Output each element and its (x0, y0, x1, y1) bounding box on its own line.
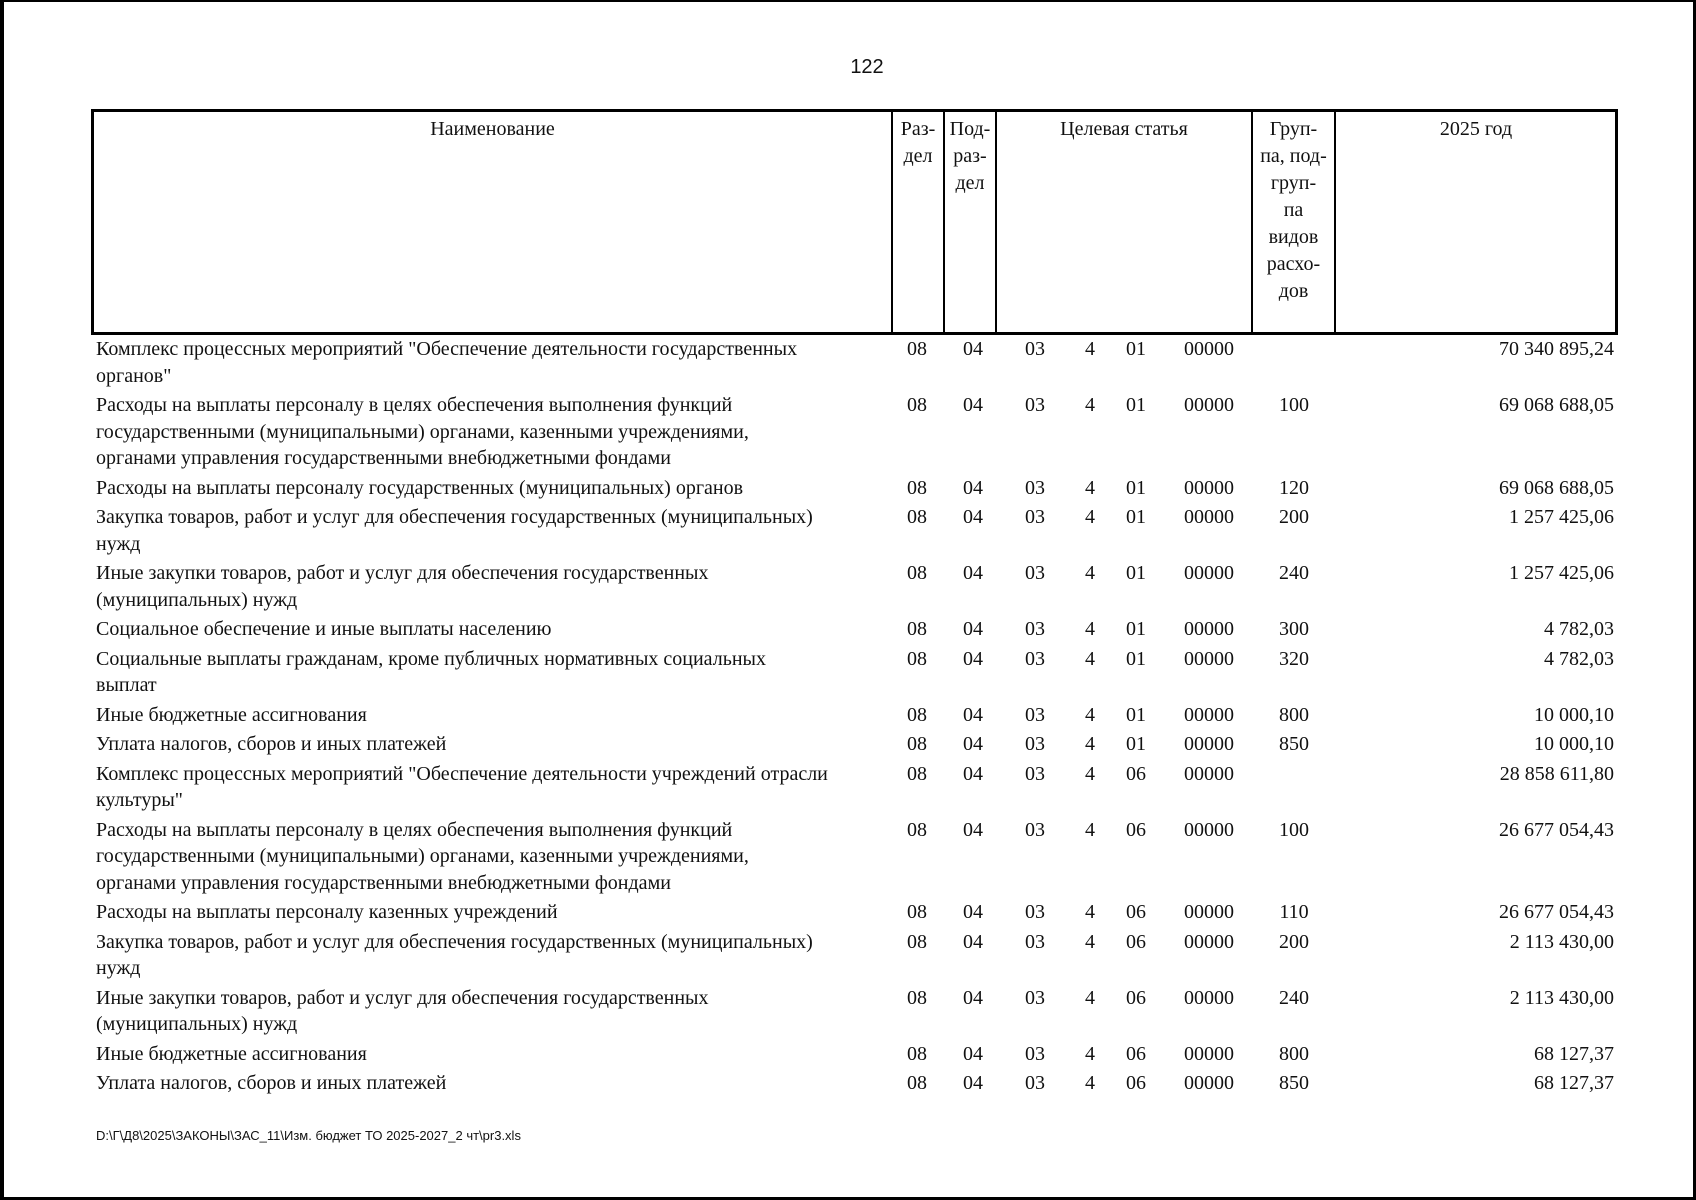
target-program-cell: 03 (1025, 1072, 1045, 1094)
expense-name-line: Иные закупки товаров, работ и услуг для обеспечения государственных (96, 986, 709, 1009)
table-header (91, 109, 1618, 335)
podrazdel-cell: 04 (963, 476, 983, 499)
amount-cell: 70 340 895,24 (1499, 338, 1614, 360)
expense-name-line: Комплекс процессных мероприятий "Обеспечение деятельности учреждений отрасли (96, 762, 828, 785)
scan-border-top (0, 0, 1696, 2)
razdel-cell: 08 (907, 394, 927, 416)
podrazdel-cell: 04 (963, 930, 983, 953)
target-complex-cell: 01 (1126, 703, 1146, 726)
target-direction-cell: 00000 (1184, 394, 1234, 416)
expense-name-line: Расходы на выплаты персоналу казенных учреждений (96, 901, 558, 923)
target-direction-cell: 00000 (1184, 476, 1234, 499)
expense-type-cell: 110 (1279, 901, 1309, 923)
header-target: Целевая статья (1060, 118, 1188, 140)
target-type-cell: 4 (1085, 818, 1095, 841)
expense-type-cell: 240 (1279, 986, 1309, 1009)
target-complex-cell: 06 (1126, 818, 1146, 841)
expense-name-cell (96, 929, 896, 982)
amount-cell: 1 257 425,06 (1509, 562, 1614, 584)
razdel-cell: 08 (907, 506, 927, 528)
expense-name-cell (96, 475, 896, 502)
target-program-cell: 03 (1025, 733, 1045, 755)
expense-name-line: Социальные выплаты гражданам, кроме публичных нормативных социальных (96, 647, 766, 670)
target-complex-cell: 06 (1126, 762, 1146, 785)
amount-cell: 4 782,03 (1544, 618, 1614, 640)
expense-name-line: (муниципальных) нужд (96, 588, 298, 611)
header-razdel (893, 116, 943, 170)
podrazdel-cell: 04 (963, 986, 983, 1009)
target-program-cell: 03 (1025, 901, 1045, 923)
expense-name-cell (96, 1041, 896, 1068)
podrazdel-cell: 04 (963, 506, 983, 528)
expense-name-line: органов" (96, 364, 172, 387)
target-complex-cell: 01 (1126, 394, 1146, 416)
expense-name-cell (96, 817, 896, 897)
podrazdel-cell: 04 (963, 394, 983, 416)
razdel-cell: 08 (907, 476, 927, 499)
target-type-cell: 4 (1085, 506, 1095, 528)
amount-cell: 2 113 430,00 (1509, 986, 1614, 1009)
expense-name-cell (96, 336, 896, 389)
podrazdel-cell: 04 (963, 647, 983, 670)
target-complex-cell: 06 (1126, 1072, 1146, 1094)
podrazdel-cell: 04 (963, 762, 983, 785)
header-podrazdel-line: раз- (953, 145, 987, 167)
expense-name-line: Закупка товаров, работ и услуг для обеспечения государственных (муниципальных) (96, 930, 813, 953)
expense-type-cell: 240 (1279, 562, 1309, 584)
expense-name-line: Социальное обеспечение и иные выплаты населению (96, 618, 552, 640)
expense-type-cell: 850 (1279, 733, 1309, 755)
amount-cell: 2 113 430,00 (1509, 930, 1614, 953)
expense-name-cell (96, 392, 896, 472)
amount-cell: 4 782,03 (1544, 647, 1614, 670)
podrazdel-cell: 04 (963, 618, 983, 640)
expense-type-cell: 320 (1279, 647, 1309, 670)
podrazdel-cell: 04 (963, 338, 983, 360)
target-program-cell: 03 (1025, 703, 1045, 726)
target-program-cell: 03 (1025, 476, 1045, 499)
expense-type-cell: 120 (1279, 476, 1309, 499)
podrazdel-cell: 04 (963, 733, 983, 755)
target-type-cell: 4 (1085, 762, 1095, 785)
razdel-cell: 08 (907, 1072, 927, 1094)
target-complex-cell: 01 (1126, 506, 1146, 528)
expense-name-line: Иные бюджетные ассигнования (96, 703, 367, 726)
razdel-cell: 08 (907, 338, 927, 360)
expense-name-line: Комплекс процессных мероприятий "Обеспечение деятельности государственных (96, 338, 798, 360)
target-complex-cell: 01 (1126, 338, 1146, 360)
target-direction-cell: 00000 (1184, 506, 1234, 528)
razdel-cell: 08 (907, 618, 927, 640)
podrazdel-cell: 04 (963, 1042, 983, 1065)
expense-name-cell (96, 731, 896, 758)
target-program-cell: 03 (1025, 562, 1045, 584)
header-vid-line: груп- (1270, 172, 1317, 194)
target-type-cell: 4 (1085, 338, 1095, 360)
target-complex-cell: 06 (1126, 901, 1146, 923)
podrazdel-cell: 04 (963, 703, 983, 726)
expense-name-line: Уплата налогов, сборов и иных платежей (96, 1072, 447, 1094)
amount-cell: 68 127,37 (1534, 1072, 1614, 1094)
razdel-cell: 08 (907, 1042, 927, 1065)
razdel-cell: 08 (907, 901, 927, 923)
target-program-cell: 03 (1025, 762, 1045, 785)
target-type-cell: 4 (1085, 394, 1095, 416)
expense-name-cell (96, 504, 896, 557)
expense-name-cell (96, 646, 896, 699)
razdel-cell: 08 (907, 733, 927, 755)
scan-border-left (0, 0, 4, 1200)
razdel-cell: 08 (907, 986, 927, 1009)
expense-name-line: Расходы на выплаты персоналу в целях обеспечения выполнения функций (96, 394, 733, 416)
expense-name-line: Иные бюджетные ассигнования (96, 1042, 367, 1065)
target-direction-cell: 00000 (1184, 733, 1234, 755)
podrazdel-cell: 04 (963, 901, 983, 923)
expense-name-line: органами управления государственными внебюджетными фондами (96, 447, 671, 469)
target-type-cell: 4 (1085, 703, 1095, 726)
expense-name-line: Расходы на выплаты персоналу государственных (муниципальных) органов (96, 476, 744, 499)
file-path-footer: D:\Г\Д8\2025\ЗАКОНЫ\ЗАС_11\Изм. бюджет ТО 2025-2027_2 чт\pr3.xls (96, 1128, 521, 1143)
target-direction-cell: 00000 (1184, 562, 1234, 584)
expense-name-cell (96, 1070, 896, 1097)
expense-name-cell (96, 702, 896, 729)
podrazdel-cell: 04 (963, 1072, 983, 1094)
target-type-cell: 4 (1085, 476, 1095, 499)
target-direction-cell: 00000 (1184, 647, 1234, 670)
target-type-cell: 4 (1085, 930, 1095, 953)
target-type-cell: 4 (1085, 618, 1095, 640)
header-divider (1334, 112, 1336, 332)
expense-type-cell: 200 (1279, 930, 1309, 953)
header-vid-line: па, под- (1260, 145, 1327, 167)
target-complex-cell: 01 (1126, 733, 1146, 755)
target-direction-cell: 00000 (1184, 338, 1234, 360)
target-program-cell: 03 (1025, 338, 1045, 360)
target-direction-cell: 00000 (1184, 618, 1234, 640)
razdel-cell: 08 (907, 703, 927, 726)
target-type-cell: 4 (1085, 986, 1095, 1009)
expense-name-line: государственными (муниципальными) органами, казенными учреждениями, (96, 845, 749, 867)
expense-name-cell (96, 560, 896, 613)
amount-cell: 10 000,10 (1534, 703, 1614, 726)
target-complex-cell: 01 (1126, 647, 1146, 670)
header-vid (1253, 116, 1334, 305)
expense-type-cell: 800 (1279, 1042, 1309, 1065)
razdel-cell: 08 (907, 647, 927, 670)
expense-name-cell (96, 985, 896, 1038)
target-direction-cell: 00000 (1184, 901, 1234, 923)
target-direction-cell: 00000 (1184, 1042, 1234, 1065)
expense-name-cell (96, 761, 896, 814)
expense-name-cell (96, 616, 896, 643)
target-direction-cell: 00000 (1184, 762, 1234, 785)
target-complex-cell: 01 (1126, 476, 1146, 499)
target-type-cell: 4 (1085, 562, 1095, 584)
header-vid-line: Груп- (1269, 118, 1318, 140)
expense-name-line: государственными (муниципальными) органами, казенными учреждениями, (96, 420, 749, 443)
expense-type-cell: 200 (1279, 506, 1309, 528)
expense-name-line: Иные закупки товаров, работ и услуг для обеспечения государственных (96, 562, 709, 584)
target-program-cell: 03 (1025, 647, 1045, 670)
target-program-cell: 03 (1025, 618, 1045, 640)
amount-cell: 10 000,10 (1534, 733, 1614, 755)
expense-name-cell (96, 899, 896, 926)
header-vid-line: дов (1278, 280, 1309, 302)
target-program-cell: 03 (1025, 930, 1045, 953)
page-number: 122 (850, 56, 884, 78)
header-razdel-line: дел (903, 145, 933, 167)
podrazdel-cell: 04 (963, 818, 983, 841)
target-direction-cell: 00000 (1184, 986, 1234, 1009)
target-program-cell: 03 (1025, 1042, 1045, 1065)
target-type-cell: 4 (1085, 901, 1095, 923)
header-year: 2025 год (1439, 118, 1513, 140)
amount-cell: 69 068 688,05 (1499, 394, 1614, 416)
expense-type-cell: 100 (1279, 394, 1309, 416)
header-podrazdel-line: дел (955, 172, 985, 194)
podrazdel-cell: 04 (963, 562, 983, 584)
target-complex-cell: 01 (1126, 618, 1146, 640)
razdel-cell: 08 (907, 818, 927, 841)
header-podrazdel-line: Под- (949, 118, 991, 140)
expense-type-cell: 800 (1279, 703, 1309, 726)
header-razdel-line: Раз- (900, 118, 936, 140)
expense-name-line: нужд (96, 957, 141, 979)
expense-name-line: (муниципальных) нужд (96, 1013, 298, 1035)
target-direction-cell: 00000 (1184, 930, 1234, 953)
target-type-cell: 4 (1085, 1042, 1095, 1065)
expense-name-line: органами управления государственными внебюджетными фондами (96, 871, 671, 894)
header-vid-line: расхо- (1266, 253, 1321, 275)
amount-cell: 28 858 611,80 (1499, 762, 1614, 785)
target-complex-cell: 06 (1126, 1042, 1146, 1065)
expense-type-cell: 850 (1279, 1072, 1309, 1094)
expense-type-cell: 300 (1279, 618, 1309, 640)
target-complex-cell: 06 (1126, 986, 1146, 1009)
expense-name-line: культуры" (96, 789, 183, 811)
amount-cell: 1 257 425,06 (1509, 506, 1614, 528)
target-program-cell: 03 (1025, 986, 1045, 1009)
expense-name-line: Уплата налогов, сборов и иных платежей (96, 733, 447, 755)
amount-cell: 26 677 054,43 (1499, 901, 1614, 923)
target-program-cell: 03 (1025, 506, 1045, 528)
expense-name-line: выплат (96, 674, 157, 696)
target-direction-cell: 00000 (1184, 818, 1234, 841)
razdel-cell: 08 (907, 762, 927, 785)
amount-cell: 69 068 688,05 (1499, 476, 1614, 499)
target-type-cell: 4 (1085, 647, 1095, 670)
razdel-cell: 08 (907, 562, 927, 584)
target-program-cell: 03 (1025, 394, 1045, 416)
target-type-cell: 4 (1085, 733, 1095, 755)
target-complex-cell: 01 (1126, 562, 1146, 584)
header-vid-line: па (1283, 199, 1304, 221)
amount-cell: 68 127,37 (1534, 1042, 1614, 1065)
razdel-cell: 08 (907, 930, 927, 953)
expense-name-line: Закупка товаров, работ и услуг для обеспечения государственных (муниципальных) (96, 506, 813, 528)
expense-name-line: Расходы на выплаты персоналу в целях обеспечения выполнения функций (96, 818, 733, 841)
target-complex-cell: 06 (1126, 930, 1146, 953)
expense-type-cell: 100 (1279, 818, 1309, 841)
header-divider (995, 112, 997, 332)
header-vid-line: видов (1268, 226, 1319, 248)
target-direction-cell: 00000 (1184, 1072, 1234, 1094)
expense-name-line: нужд (96, 532, 141, 555)
header-podrazdel (945, 116, 995, 197)
target-direction-cell: 00000 (1184, 703, 1234, 726)
target-type-cell: 4 (1085, 1072, 1095, 1094)
amount-cell: 26 677 054,43 (1499, 818, 1614, 841)
header-name: Наименование (430, 118, 555, 140)
target-program-cell: 03 (1025, 818, 1045, 841)
